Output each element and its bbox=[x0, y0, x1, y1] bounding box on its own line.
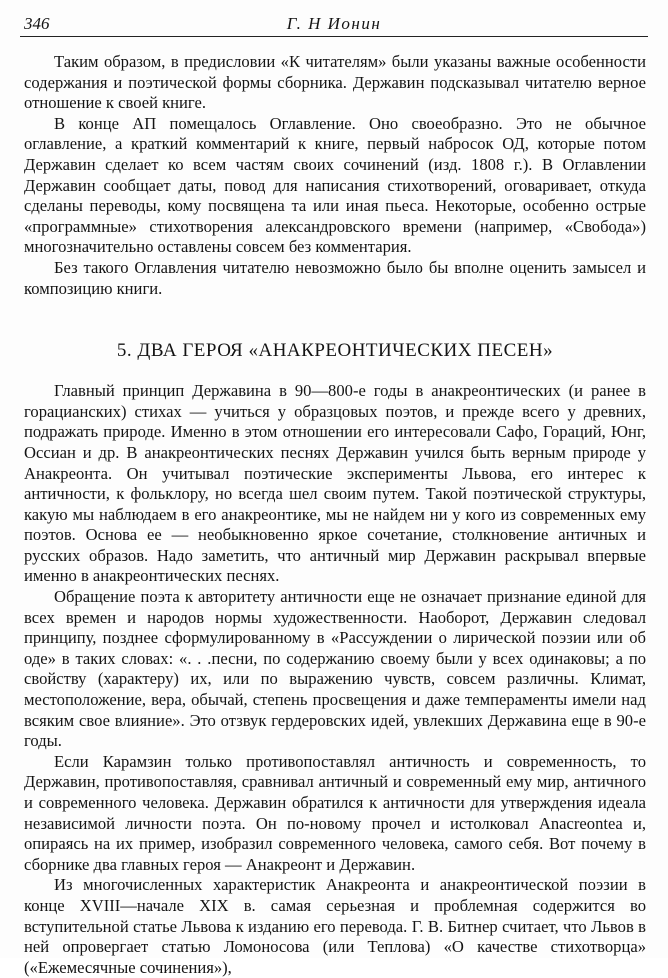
paragraph: Если Карамзин только противопоставлял античность и современность, то Державин, противопоставляя, сравнивал античный и современный ему мир, античного и современного человека. Державин обратился к античности для утверждения идеала независимой личности поэта. Он по-новому прочел и истолковал Anacreontea и, опираясь на их пример, изобразил современного человека, самого себя. Вот почему в сборнике два главных героя — Анакреонт и Державин. bbox=[24, 751, 646, 874]
paragraph: Из многочисленных характеристик Анакреонта и анакреонтической поэзии в конце XVIII—начале XIX в. самая серьезная и проблемная содержится во вступительной статье Львова к изданию его перевода. Г. В. Битнер считает, что Львов в ней опровергает статью Ломоносова (или Теплова) «О качестве стихотворца» («Ежемесячные сочинения»), bbox=[24, 875, 646, 977]
paragraph: В конце АП помещалось Оглавление. Оно своеобразно. Это не обычное оглавление, а краткий комментарий к книге, первый набросок ОД, которые потом Державин сделает ко всем частям своих сочинений (изд. 1808 г.). В Оглавлении Державин сообщает даты, повод для написания стихотворений, оговаривает, откуда сделаны переводы, кому посвящена та или иная пьеса. Некоторые, особенно острые «программные» стихотворения александровского времени (например, «Свобода») многозначительно оставлены совсем без комментария. bbox=[24, 113, 646, 257]
page-number: 346 bbox=[24, 14, 50, 33]
section-heading: 5. ДВА ГЕРОЯ «АНАКРЕОНТИЧЕСКИХ ПЕСЕН» bbox=[116, 340, 554, 362]
paragraph: Таким образом, в предисловии «К читателям» были указаны важные особенности содержания и поэтической формы сборника. Державин подсказывал читателю верное отношение к своей книге. bbox=[24, 52, 646, 113]
page-header bbox=[20, 12, 648, 37]
page-body bbox=[24, 52, 646, 978]
paragraph: Главный принцип Державина в 90—800-е годы в анакреонтических (и ранее в горацианских) стихах — учиться у образцовых поэтов, и прежде всего у древних, подражать природе. Именно в этом отношении его интересовали Сафо, Гораций, Юнг, Оссиан и др. В анакреонтических песнях Державин учился быть верным природе у Анакреонта. Он учитывал поэтические эксперименты Львова, его интерес к античности, к фольклору, но всегда шел своим путем. Такой поэтической структуры, какую мы наблюдаем в его анакреонтике, мы не найдем ни у кого из современных ему поэтов. Основа ее — необыкновенно яркое сочетание, столкновение античных и русских образов. Надо заметить, что античный мир Державин раскрывал впервые именно в анакреонтических песнях. bbox=[24, 381, 646, 586]
paragraph: Без такого Оглавления читателю невозможно было бы вполне оценить замысел и композицию книги. bbox=[24, 257, 646, 298]
running-head: Г. Н Ионин bbox=[286, 14, 382, 33]
paragraph: Обращение поэта к авторитету античности еще не означает признание единой для всех времен и народов нормы художественности. Наоборот, Державин следовал принципу, позднее сформулированному в «Рассуждении о лирической поэзии или об оде» в таких словах: «. . .песни, по содержанию своему были у всех одинаковы; а по свойству (характеру) их, или по выражению чувств, совсем различны. Климат, местоположение, вера, обычай, степень просвещения и даже темпераменты имели над всяким свое влияние». Это отзвук гердеровских идей, увлекших Державина еще в 90-е годы. bbox=[24, 587, 646, 751]
